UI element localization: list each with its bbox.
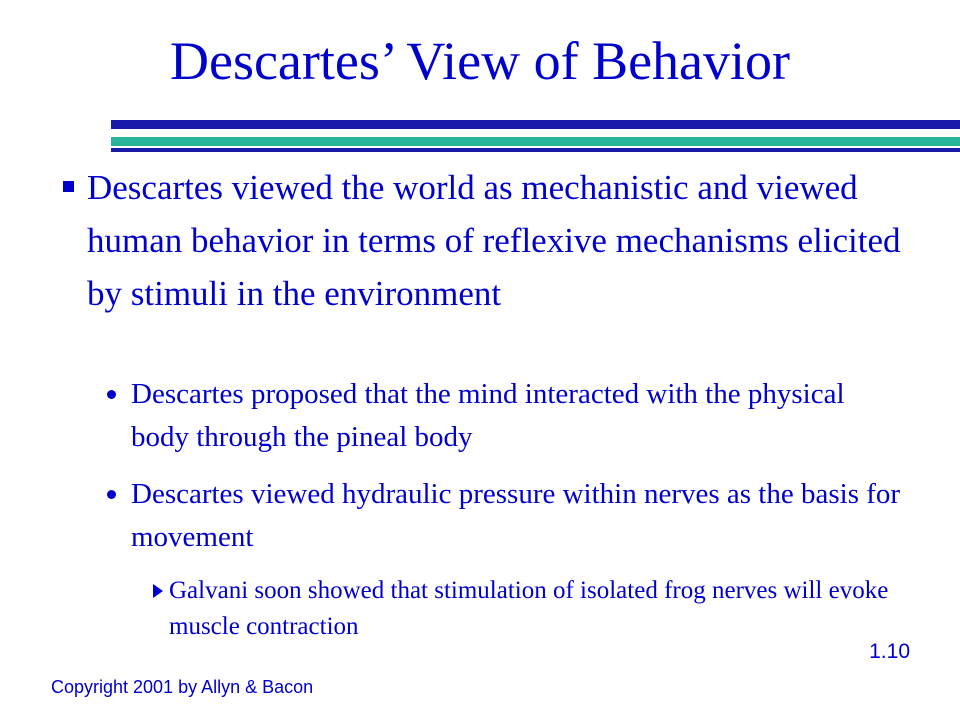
triangle-bullet-icon [153, 584, 163, 598]
bullet-level-3 [153, 573, 893, 645]
title-rule-navy [111, 120, 960, 129]
bullet-level-2 [107, 473, 907, 559]
slide-number: 1.10 [869, 640, 910, 663]
square-bullet-icon [63, 181, 74, 192]
bullet-text: Descartes viewed hydraulic pressure within nerves as the basis for movement [131, 478, 901, 553]
title-rule-gap [111, 131, 960, 135]
title-rule-teal [111, 137, 960, 146]
bullet-level-1 [63, 161, 943, 320]
round-bullet-icon [107, 390, 116, 399]
copyright-notice: Copyright 2001 by Allyn & Bacon [51, 677, 314, 697]
bullet-level-2 [107, 373, 907, 459]
round-bullet-icon [107, 490, 116, 499]
bullet-text: Galvani soon showed that stimulation of isolated frog nerves will evoke muscle contraction [169, 577, 889, 640]
bullet-text: Descartes viewed the world as mechanistic and viewed human behavior in terms of reflexive mechanisms elicited by stimuli in the environment [87, 168, 901, 313]
slide-title: Descartes’ View of Behavior [169, 31, 791, 91]
bullet-text: Descartes proposed that the mind interacted with the physical body through the pineal body [131, 378, 845, 453]
title-rule-navy-thin [111, 148, 960, 152]
